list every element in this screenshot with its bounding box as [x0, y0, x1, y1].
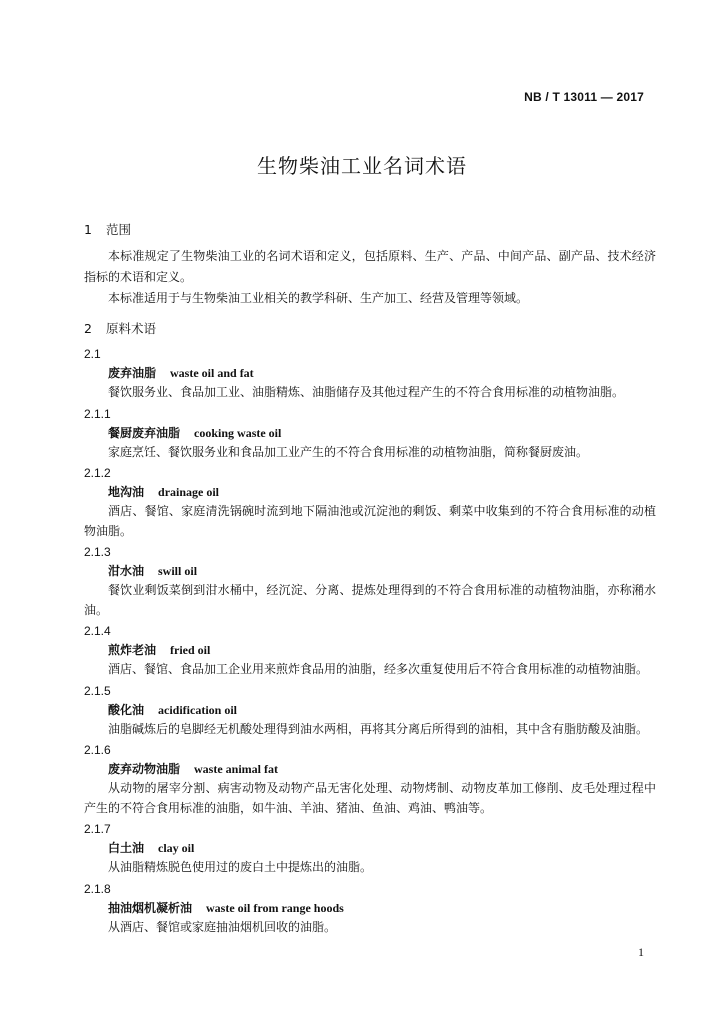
page-number: 1 [638, 945, 644, 959]
term-number: 2.1.1 [84, 406, 111, 421]
section-number: 2 [84, 321, 92, 336]
term-name-en: clay oil [158, 841, 195, 855]
term-definition: 从酒店、餐馆或家庭抽油烟机回收的油脂。 [108, 919, 337, 934]
term-definition: 酒店、餐馆、食品加工企业用来煎炸食品用的油脂，经多次重复使用后不符合食用标准的动植物油脂。 [108, 662, 649, 676]
term-name [84, 701, 656, 720]
section-title: 原料术语 [106, 321, 157, 336]
term-entry [84, 345, 656, 403]
term-name-zh: 废弃动物油脂 [108, 762, 181, 776]
term-definition: 从油脂精炼脱色使用过的废白土中提炼出的油脂。 [108, 860, 373, 874]
term-number: 2.1.6 [84, 743, 111, 757]
term-entry [84, 464, 656, 541]
term-name-zh: 酸化油 [108, 702, 145, 717]
term-number: 2.1.2 [84, 466, 111, 480]
term-name [84, 839, 656, 858]
section-2-heading [84, 319, 656, 339]
section-1-heading [84, 220, 656, 240]
term-name-en: swill oil [158, 564, 198, 578]
term-name [84, 483, 656, 502]
term-definition: 家庭烹饪、餐饮服务业和食品加工业产生的不符合食用标准的动植物油脂，简称餐厨废油。 [108, 444, 589, 459]
term-name-zh: 白土油 [108, 841, 145, 855]
term-number: 2.1.8 [84, 881, 111, 896]
term-number: 2.1.7 [84, 822, 111, 836]
paragraph: 本标准适用于与生物柴油工业相关的教学科研、生产加工、经营及管理等领域。 [108, 291, 529, 305]
section-number: 1 [84, 222, 92, 237]
term-entry [84, 741, 656, 818]
term-entry [84, 622, 656, 680]
section-title: 范围 [106, 222, 132, 237]
term-entry [84, 405, 656, 463]
document-body [84, 220, 656, 939]
term-name [84, 562, 656, 581]
term-name-en: acidification oil [158, 702, 238, 717]
term-name-zh: 餐厨废弃油脂 [108, 425, 181, 440]
term-definition: 酒店、餐馆、家庭清洗锅碗时流到地下隔油池或沉淀池的剩饭、剩菜中收集到的不符合食用标准的动植物油脂。 [84, 504, 656, 538]
term-definition: 餐饮业剩饭菜倒到泔水桶中，经沉淀、分离、提炼处理得到的不符合食用标准的动植物油脂，亦称潲水油。 [84, 583, 656, 617]
term-name-en: drainage oil [158, 485, 220, 499]
term-definition: 从动物的屠宰分割、病害动物及动物产品无害化处理、动物烤制、动物皮革加工修削、皮毛处理过程中产生的不符合食用标准的油脂，如牛油、羊油、猪油、鱼油、鸡油、鸭油等。 [84, 781, 656, 815]
standard-code: NB / T 13011 — 2017 [524, 90, 644, 104]
term-name-zh: 废弃油脂 [108, 366, 157, 380]
term-name-en: waste oil from range hoods [206, 900, 344, 915]
term-number: 2.1.5 [84, 683, 111, 698]
term-number: 2.1.4 [84, 624, 111, 638]
term-name-zh: 地沟油 [108, 485, 145, 499]
term-entry [84, 880, 656, 938]
term-name-zh: 煎炸老油 [108, 643, 157, 657]
term-name [84, 364, 656, 383]
term-name-en: cooking waste oil [194, 425, 282, 440]
term-name-en: waste animal fat [194, 762, 279, 776]
term-number: 2.1 [84, 347, 101, 361]
term-name-en: fried oil [170, 643, 211, 657]
document-title: 生物柴油工业名词术语 [257, 154, 467, 178]
term-name-zh: 抽油烟机凝析油 [108, 900, 193, 915]
paragraph: 本标准规定了生物柴油工业的名词术语和定义，包括原料、生产、产品、中间产品、副产品、技术经济指标的术语和定义。 [84, 249, 656, 284]
term-name [84, 760, 656, 779]
term-definition: 油脂碱炼后的皂脚经无机酸处理得到油水两相，再将其分离后所得到的油相，其中含有脂肪酸及油脂。 [108, 721, 649, 736]
term-entry [84, 820, 656, 878]
term-definition: 餐饮服务业、食品加工业、油脂精炼、油脂储存及其他过程产生的不符合食用标准的动植物油脂。 [108, 385, 625, 399]
term-name [84, 641, 656, 660]
term-entry [84, 682, 656, 740]
term-number: 2.1.3 [84, 545, 111, 559]
term-list [84, 345, 656, 937]
term-name [84, 899, 656, 918]
term-entry [84, 543, 656, 620]
term-name-en: waste oil and fat [170, 366, 254, 380]
term-name [84, 424, 656, 443]
term-name-zh: 泔水油 [108, 564, 145, 578]
